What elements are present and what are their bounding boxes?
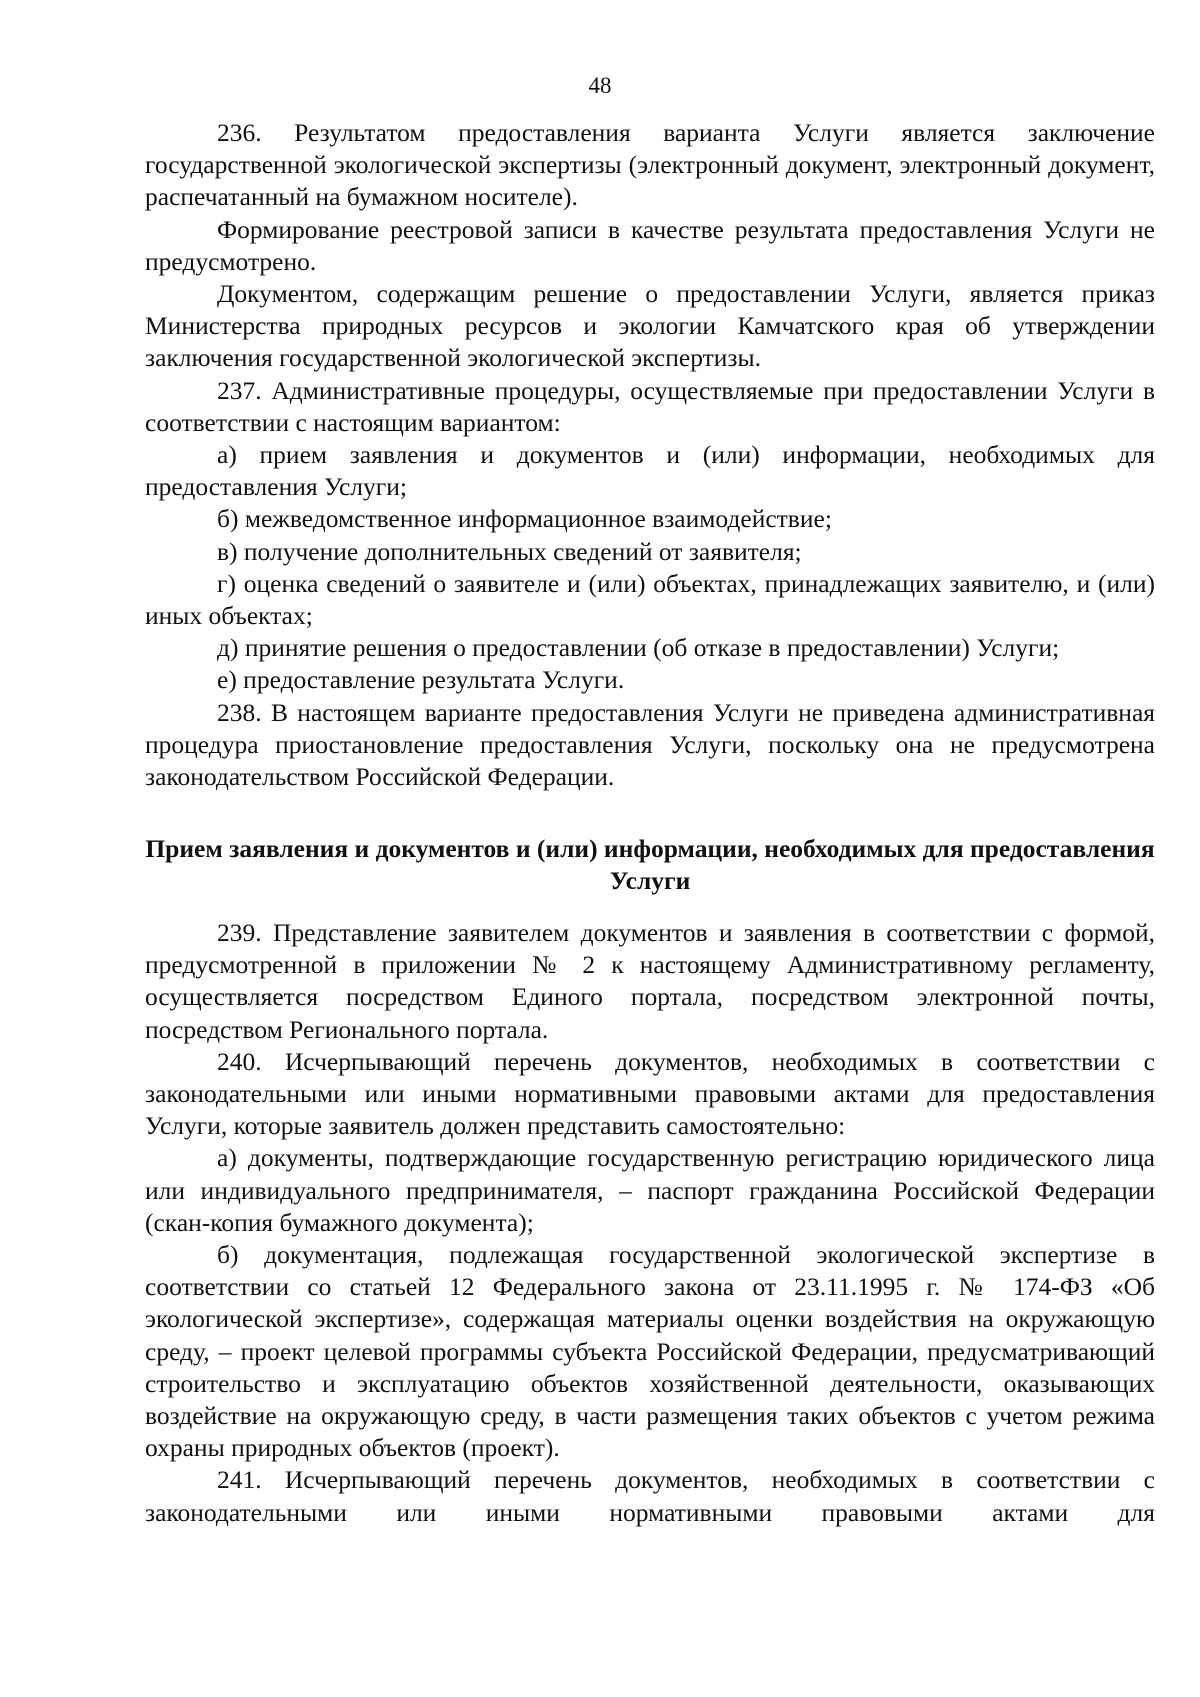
page-number: 48 [588, 73, 612, 98]
section-heading: Прием заявления и документов и (или) информации, необходимых для предоставления Услуги [145, 834, 1155, 896]
paragraph-237: 237. Административные процедуры, осуществляемые при предоставлении Услуги в соответствии с настоящим вариантом: [145, 375, 1155, 437]
list-item-b-documentation: б) документация, подлежащая государственной экологической экспертизе в соответствии со статьей 12 Федерального закона от 23.11.1995 г. № 174-ФЗ «Об экологической экспертизе», содержащая материалы оценки воздействия на окружающую среду, – проект целевой программы субъекта Российской Федерации, предусматривающий строительство и эксплуатацию объектов хозяйственной деятельности, оказывающих воздействие на окружающую среду, в части размещения таких объектов с учетом режима охраны природных объектов (проект). [145, 1240, 1155, 1463]
paragraph-239: 239. Представление заявителем документов и заявления в соответствии с формой, предусмотренной в приложении № 2 к настоящему Административному регламенту, осуществляется посредством Единого портала, посредством электронной почты, посредством Регионального портала. [145, 918, 1155, 1044]
paragraph-registry-record: Формирование реестровой записи в качестве результата предоставления Услуги не предусмотрено. [145, 214, 1155, 276]
list-item-a: а) прием заявления и документов и (или) информации, необходимых для предоставления Услуги; [145, 440, 1155, 502]
list-item-d: д) принятие решения о предоставлении (об отказе в предоставлении) Услуги; [217, 633, 1060, 663]
list-item-a-documents: а) документы, подтверждающие государственную регистрацию юридического лица или индивидуального предпринимателя, – паспорт гражданина Российской Федерации (скан-копия бумажного документа); [145, 1143, 1155, 1237]
list-item-b: б) межведомственное информационное взаимодействие; [217, 504, 832, 534]
list-item-v: в) получение дополнительных сведений от заявителя; [217, 536, 802, 566]
paragraph-decision-document: Документом, содержащим решение о предоставлении Услуги, является приказ Министерства природных ресурсов и экологии Камчатского края об утверждении заключения государственной экологической экспертизы. [145, 279, 1155, 373]
list-item-e: е) предоставление результата Услуги. [217, 665, 625, 695]
paragraph-238: 238. В настоящем варианте предоставления Услуги не приведена административная процедура приостановление предоставления Услуги, поскольку она не предусмотрена законодательством Российской Федерации. [145, 697, 1155, 792]
paragraph-236: 236. Результатом предоставления варианта Услуги является заключение государственной экологической экспертизы (электронный документ, электронный документ, распечатанный на бумажном носителе). [145, 118, 1155, 212]
body-text-top [145, 117, 1155, 793]
list-item-g: г) оценка сведений о заявителе и (или) объектах, принадлежащих заявителю, и (или) иных объектах; [145, 568, 1155, 631]
paragraph-240: 240. Исчерпывающий перечень документов, необходимых в соответствии с законодательными или иными нормативными правовыми актами для предоставления Услуги, которые заявитель должен представить самостоятельно: [145, 1046, 1155, 1141]
body-text-bottom [145, 917, 1155, 1529]
paragraph-241: 241. Исчерпывающий перечень документов, необходимых в соответствии с законодательными или иными нормативными правовыми актами для [145, 1465, 1155, 1527]
